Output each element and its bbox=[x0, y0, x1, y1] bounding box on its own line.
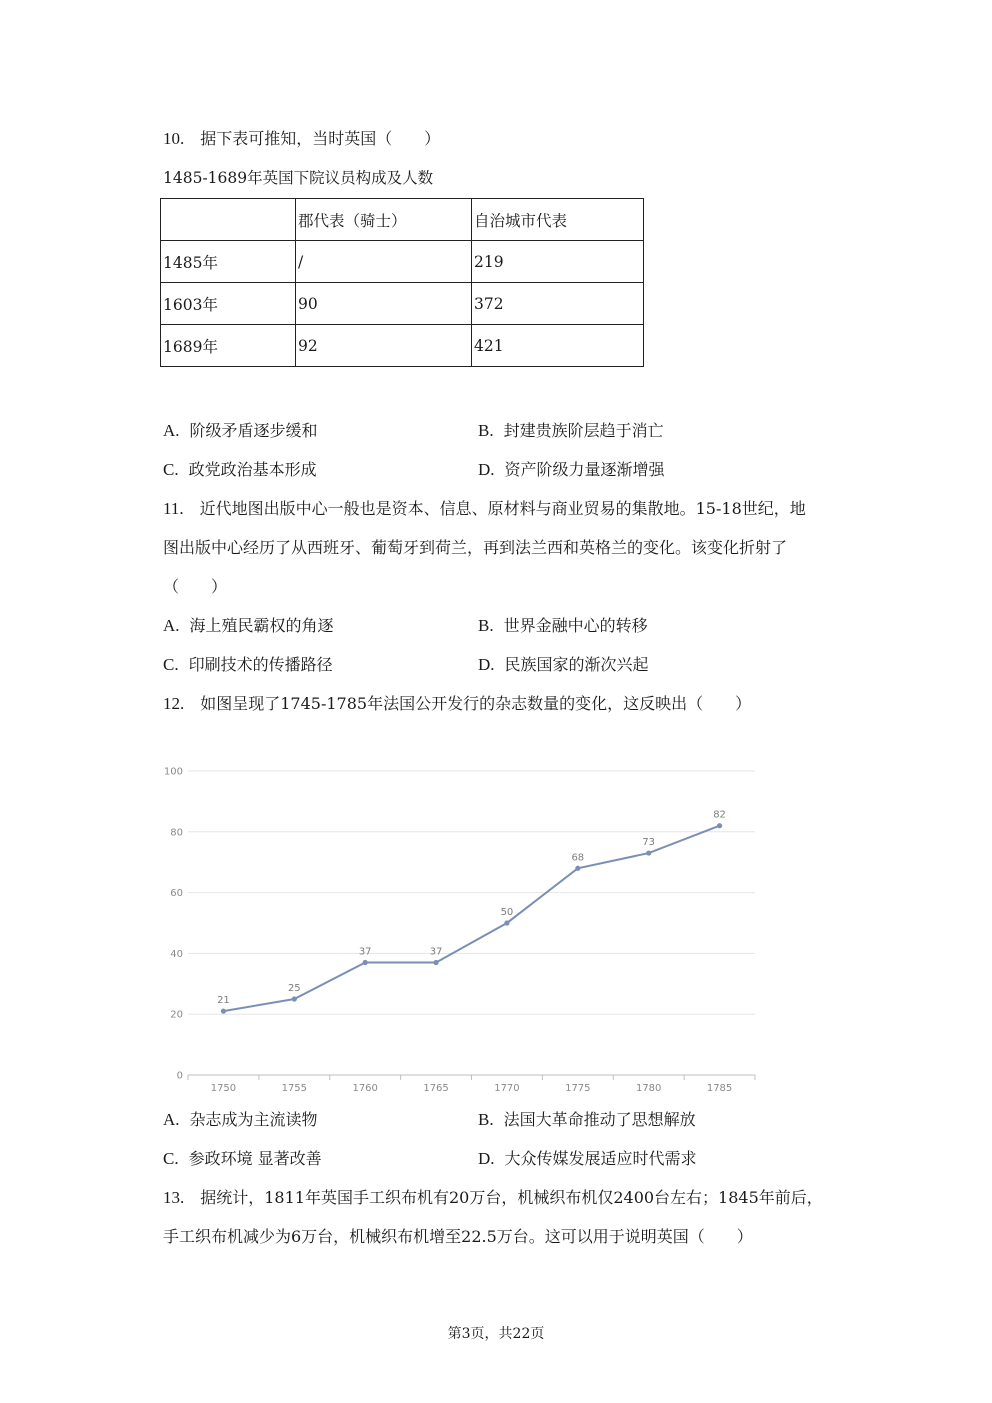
x-tick-label: 1750 bbox=[210, 1083, 237, 1094]
table-cell: 1603年 bbox=[161, 283, 296, 325]
q13-stem-1: 据统计，1811年英国手工织布机有20万台，机械织布机仅2400台左右；1845年前后， bbox=[200, 1188, 823, 1207]
q10-options-row-1 bbox=[163, 420, 863, 442]
option-text: 法国大革命推动了思想解放 bbox=[503, 1110, 696, 1129]
y-tick-label: 20 bbox=[170, 1009, 183, 1021]
q11-number: 11. bbox=[163, 499, 184, 518]
y-tick-label: 100 bbox=[163, 766, 183, 778]
chart-axes bbox=[188, 1075, 755, 1080]
option-letter: B. bbox=[478, 616, 494, 635]
x-tick-label: 1785 bbox=[706, 1083, 733, 1094]
option-letter: A. bbox=[163, 616, 180, 635]
q12-options-row-1 bbox=[163, 1109, 863, 1131]
q10-option-d[interactable] bbox=[478, 459, 665, 481]
y-tick-label: 0 bbox=[176, 1070, 183, 1082]
option-text: 杂志成为主流读物 bbox=[189, 1110, 318, 1129]
q12-number: 12. bbox=[163, 694, 185, 713]
option-letter: D. bbox=[478, 460, 495, 479]
q12-stem: 如图呈现了1745-1785年法国公开发行的杂志数量的变化，这反映出（ ） bbox=[200, 694, 752, 713]
q11-options-row-1 bbox=[163, 615, 863, 637]
chart-gridlines bbox=[188, 771, 755, 1014]
data-label: 68 bbox=[571, 852, 585, 864]
option-letter: D. bbox=[478, 655, 495, 674]
option-text: 民族国家的渐次兴起 bbox=[504, 655, 649, 674]
q11-options-row-2 bbox=[163, 654, 863, 676]
table-cell: 92 bbox=[296, 325, 472, 367]
data-point bbox=[221, 1009, 226, 1014]
x-tick-label: 1780 bbox=[635, 1083, 662, 1094]
q10-number: 10. bbox=[163, 129, 185, 148]
q11-stem-line-1 bbox=[163, 498, 806, 520]
table-row bbox=[161, 325, 644, 367]
data-label: 21 bbox=[217, 995, 230, 1007]
q13-number: 13. bbox=[163, 1188, 185, 1207]
option-letter: C. bbox=[163, 655, 179, 674]
data-point bbox=[433, 960, 438, 965]
data-label: 37 bbox=[429, 946, 443, 958]
q12-option-a[interactable] bbox=[163, 1109, 318, 1131]
option-text: 政党政治基本形成 bbox=[188, 460, 317, 479]
table-header-cell: 郡代表（骑士） bbox=[296, 199, 472, 241]
q12-option-b[interactable] bbox=[478, 1109, 696, 1131]
table-cell: 421 bbox=[472, 325, 644, 367]
table-cell: 219 bbox=[472, 241, 644, 283]
data-point bbox=[646, 850, 651, 855]
table-header-cell bbox=[161, 199, 296, 241]
x-tick-label: 1770 bbox=[494, 1083, 520, 1094]
page-footer: 第3页，共22页 bbox=[447, 1326, 545, 1342]
data-label: 37 bbox=[358, 946, 372, 958]
q12-option-c[interactable] bbox=[163, 1148, 322, 1170]
data-label: 73 bbox=[642, 837, 656, 849]
table-cell: 1485年 bbox=[161, 241, 296, 283]
x-tick-label: 1775 bbox=[565, 1083, 591, 1094]
data-label: 25 bbox=[287, 983, 301, 994]
q11-stem-line-2: 图出版中心经历了从西班牙、葡萄牙到荷兰，再到法兰西和英格兰的变化。该变化折射了 bbox=[163, 538, 788, 557]
option-text: 世界金融中心的转移 bbox=[503, 616, 648, 635]
option-letter: C. bbox=[163, 1149, 179, 1168]
option-letter: A. bbox=[163, 421, 180, 440]
option-letter: D. bbox=[478, 1149, 495, 1168]
q10-table bbox=[160, 198, 644, 367]
q11-stem-line-3: （ ） bbox=[163, 577, 228, 596]
q13-stem-line-2: 手工织布机减少为6万台，机械织布机增至22.5万台。这可以用于说明英国（ ） bbox=[163, 1227, 753, 1246]
q11-option-d[interactable] bbox=[478, 654, 649, 676]
magazine-count-line-chart bbox=[150, 755, 770, 1100]
option-letter: C. bbox=[163, 460, 179, 479]
q10-option-c[interactable] bbox=[163, 459, 317, 481]
option-text: 阶级矛盾逐步缓和 bbox=[189, 421, 318, 440]
data-point bbox=[575, 866, 580, 871]
x-tick-label: 1760 bbox=[352, 1083, 378, 1094]
q11-option-a[interactable] bbox=[163, 615, 334, 637]
option-letter: B. bbox=[478, 1110, 494, 1129]
data-point bbox=[717, 823, 722, 828]
q11-option-b[interactable] bbox=[478, 615, 648, 637]
q10-stem-line bbox=[163, 128, 440, 150]
option-letter: A. bbox=[163, 1110, 180, 1129]
q10-option-b[interactable] bbox=[478, 420, 664, 442]
table-cell: 90 bbox=[296, 283, 472, 325]
table-cell: / bbox=[296, 241, 472, 283]
q10-stem: 据下表可推知，当时英国（ ） bbox=[200, 129, 441, 148]
option-text: 海上殖民霸权的角逐 bbox=[189, 616, 334, 635]
x-tick-label: 1755 bbox=[281, 1083, 308, 1094]
y-tick-label: 60 bbox=[170, 888, 183, 900]
option-text: 资产阶级力量逐渐增强 bbox=[504, 460, 665, 479]
table-header-cell: 自治城市代表 bbox=[472, 199, 644, 241]
table-cell: 372 bbox=[472, 283, 644, 325]
data-label: 50 bbox=[500, 907, 514, 918]
q13-stem-line-1 bbox=[163, 1187, 823, 1209]
q10-option-a[interactable] bbox=[163, 420, 318, 442]
y-tick-label: 80 bbox=[170, 827, 183, 839]
chart-labels bbox=[164, 767, 732, 1095]
table-row bbox=[161, 283, 644, 325]
table-cell: 1689年 bbox=[161, 325, 296, 367]
table-header-row bbox=[161, 199, 644, 241]
option-letter: B. bbox=[478, 421, 494, 440]
q11-stem-1: 近代地图出版中心一般也是资本、信息、原材料与商业贸易的集散地。15-18世纪，地 bbox=[199, 499, 806, 518]
y-tick-label: 40 bbox=[170, 948, 183, 960]
q12-option-d[interactable] bbox=[478, 1148, 697, 1170]
q12-options-row-2 bbox=[163, 1148, 863, 1170]
data-label: 82 bbox=[713, 809, 726, 821]
q11-option-c[interactable] bbox=[163, 654, 333, 676]
data-point bbox=[504, 920, 509, 925]
option-text: 参政环境 显著改善 bbox=[188, 1149, 322, 1168]
option-text: 封建贵族阶层趋于消亡 bbox=[503, 421, 664, 440]
q10-options-row-2 bbox=[163, 459, 863, 481]
q10-table-title: 1485-1689年英国下院议员构成及人数 bbox=[163, 169, 434, 187]
x-tick-label: 1765 bbox=[423, 1083, 449, 1094]
data-point bbox=[363, 960, 368, 965]
data-point bbox=[292, 996, 297, 1001]
q12-stem-line bbox=[163, 693, 751, 715]
option-text: 印刷技术的传播路径 bbox=[188, 655, 333, 674]
option-text: 大众传媒发展适应时代需求 bbox=[504, 1149, 697, 1168]
table-row bbox=[161, 241, 644, 283]
